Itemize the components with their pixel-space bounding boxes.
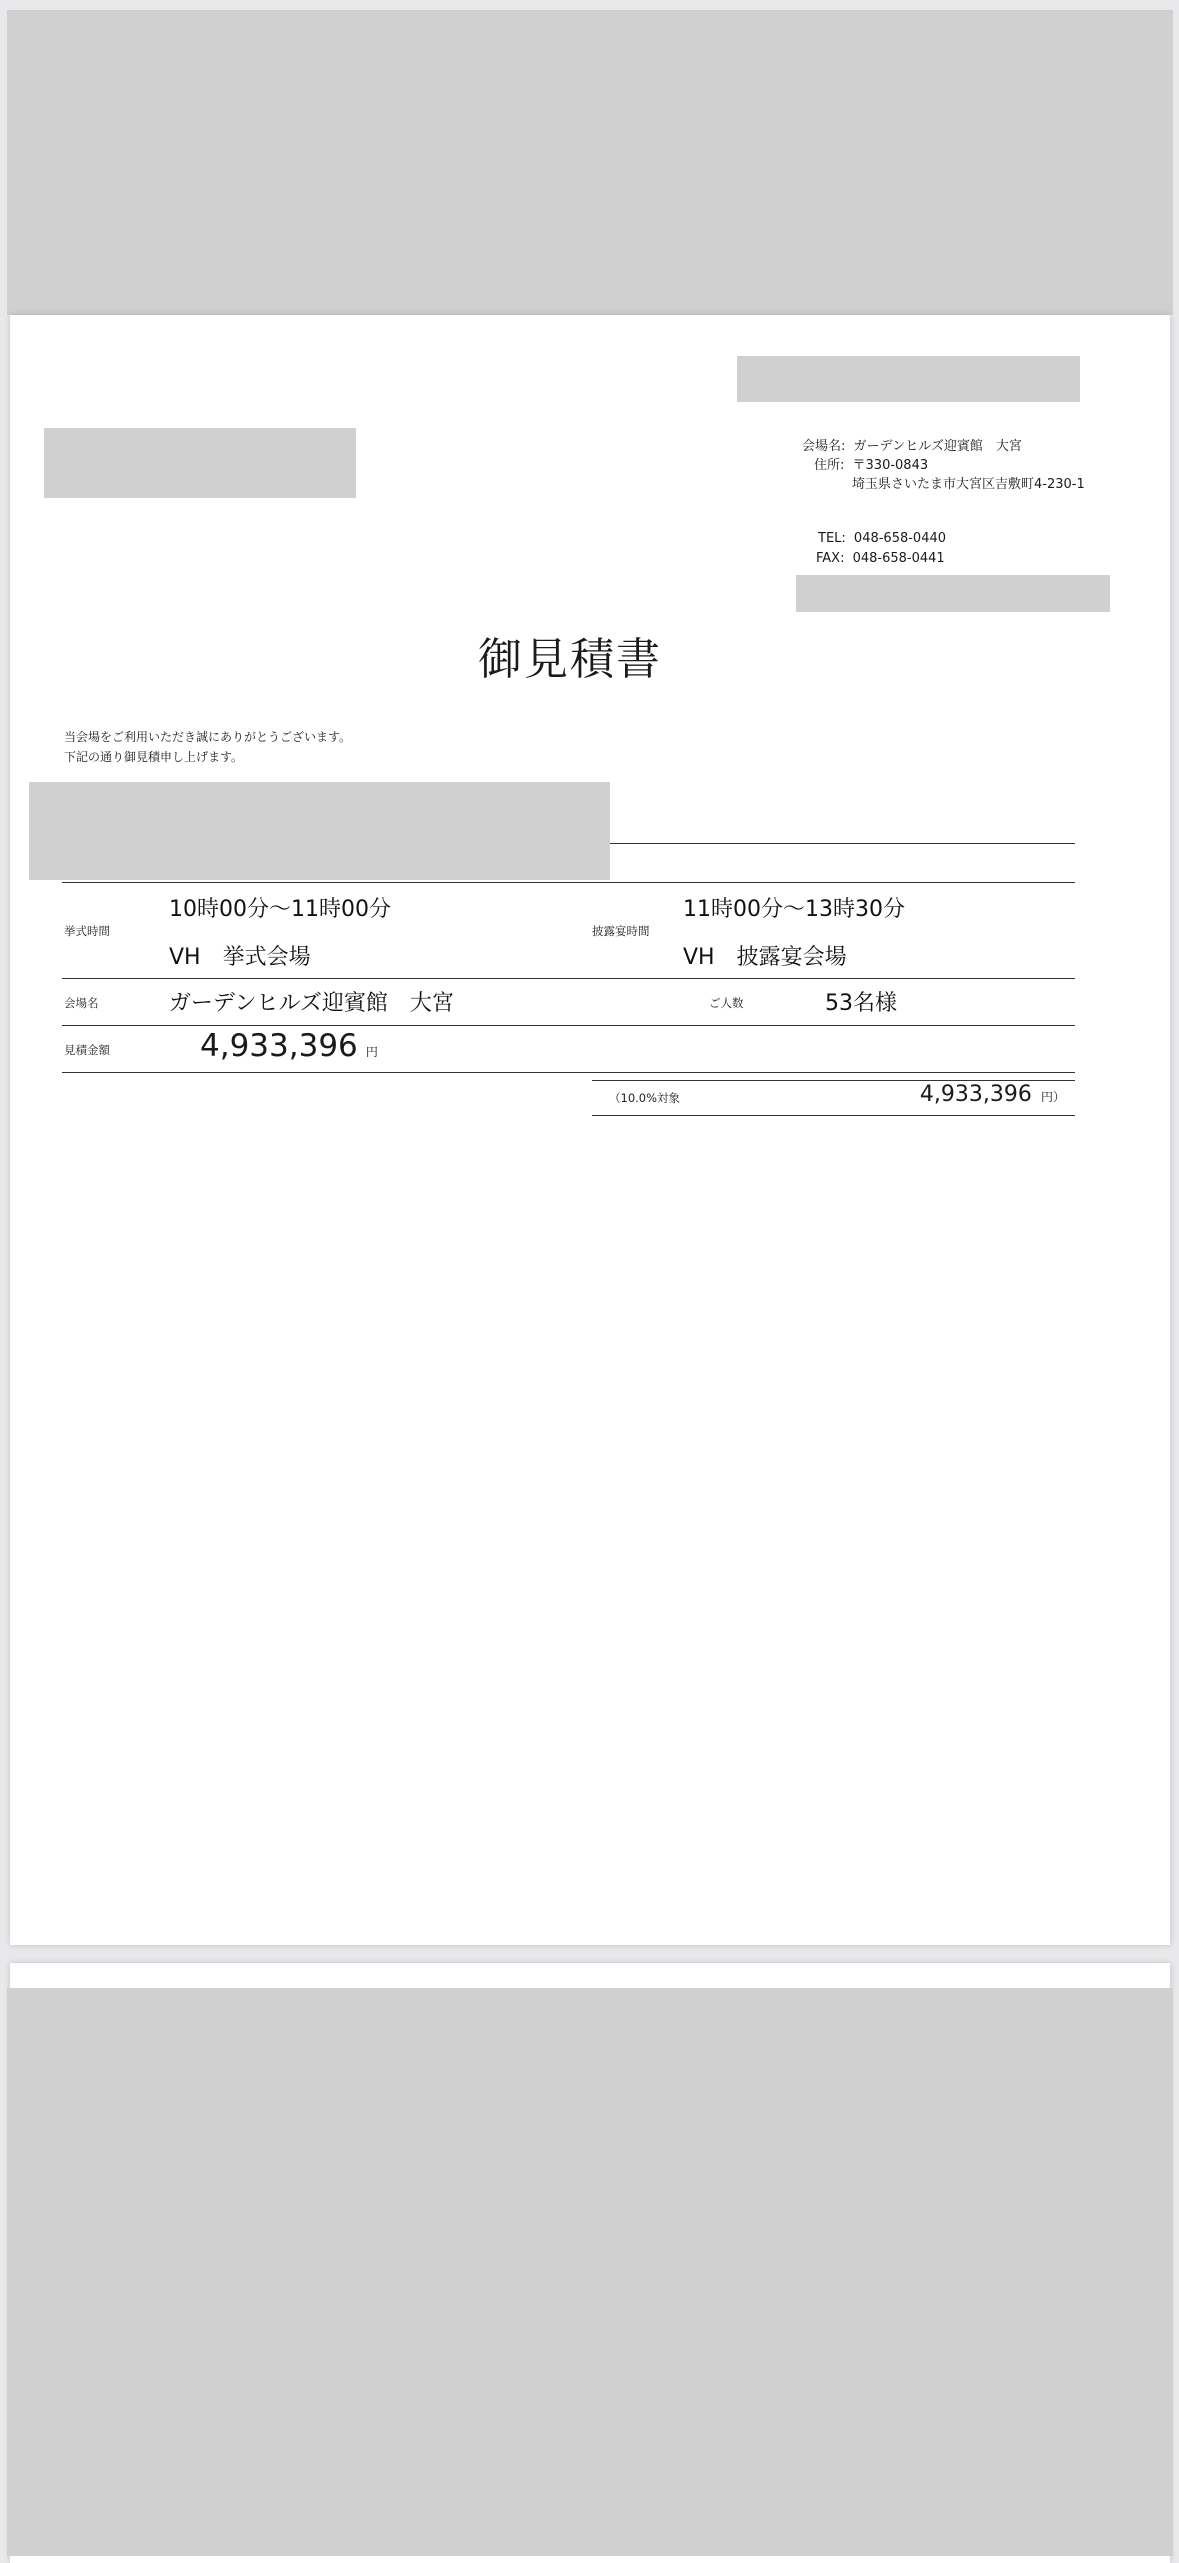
document-title: 御見積書 — [478, 634, 662, 685]
fax-label: FAX: — [816, 551, 845, 566]
redacted-next-page — [7, 1988, 1173, 2556]
divider-tax-top — [592, 1080, 1075, 1081]
divider-table-top — [62, 882, 1075, 883]
reception-time-label: 披露宴時間 — [592, 924, 650, 938]
tax-unit: 円） — [1040, 1090, 1065, 1104]
guests-value: 53名様 — [825, 991, 897, 1016]
reception-time-value: 11時00分～13時30分 — [683, 897, 905, 922]
document-page — [10, 315, 1170, 1945]
estimate-amount — [200, 1028, 378, 1064]
tel-label: TEL: — [818, 531, 846, 546]
estimate-label: 見積金額 — [64, 1043, 110, 1057]
fax-value: 048-658-0441 — [852, 551, 945, 566]
tax-value: 4,933,396 — [919, 1082, 1032, 1107]
guests-label: ご人数 — [709, 996, 744, 1010]
divider-tax-bottom — [592, 1115, 1075, 1116]
greeting-line-1: 当会場をご利用いただき誠にありがとうございます。 — [64, 730, 352, 744]
tel-value: 048-658-0440 — [853, 531, 947, 546]
greeting-line-2: 下記の通り御見積申し上げます。 — [64, 750, 244, 764]
tax-label: （10.0%対象 — [609, 1091, 681, 1105]
divider-row-3 — [62, 1072, 1075, 1073]
address-label: 住所: — [814, 458, 845, 473]
venue-name-value: ガーデンヒルズ迎賓館 大宮 — [853, 439, 1022, 454]
ceremony-place-value: VH 挙式会場 — [169, 945, 311, 970]
fax-row — [816, 551, 945, 566]
estimate-unit: 円 — [365, 1045, 378, 1059]
ceremony-time-label: 挙式時間 — [64, 924, 110, 938]
redacted-customer-name — [44, 428, 356, 498]
divider-row-1 — [62, 978, 1075, 979]
venue-name-row — [802, 435, 1022, 454]
address-row — [814, 454, 928, 473]
estimate-value: 4,933,396 — [200, 1028, 358, 1064]
venue-label: 会場名 — [64, 996, 99, 1010]
redacted-header-area — [7, 10, 1173, 315]
reception-place-value: VH 披露宴会場 — [683, 945, 847, 970]
tax-amount — [920, 1082, 1065, 1107]
address-line: 埼玉県さいたま市大宮区吉敷町4-230-1 — [852, 477, 1085, 492]
postal-code: 〒330-0843 — [852, 458, 929, 473]
ceremony-time-value: 10時00分～11時00分 — [169, 897, 391, 922]
redacted-recipient-box — [737, 356, 1080, 402]
tel-row — [818, 531, 946, 546]
divider-row-2 — [62, 1025, 1075, 1026]
venue-value: ガーデンヒルズ迎賓館 大宮 — [169, 991, 454, 1016]
redacted-customer-block — [29, 782, 610, 880]
divider-top — [610, 843, 1075, 844]
redacted-staff-box — [796, 575, 1110, 612]
venue-name-label: 会場名: — [802, 439, 846, 454]
